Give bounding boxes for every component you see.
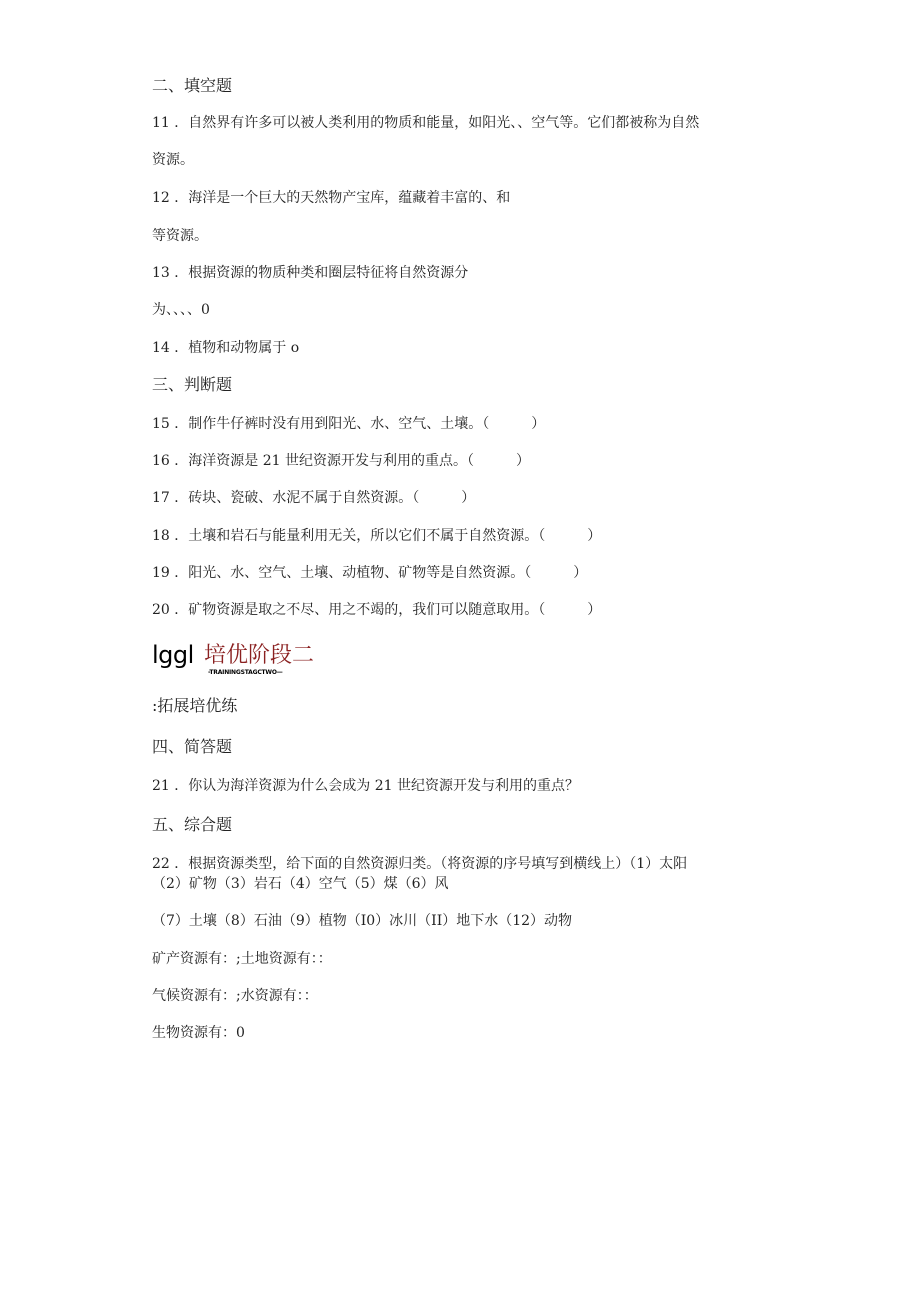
question-11-line-1: 11 ．自然界有许多可以被人类利用的物质和能量，如阳光、、空气等。它们都被称为自然: [152, 115, 700, 131]
question-22-mineral-land: 矿产资源有：;土地资源有：：: [152, 951, 332, 967]
banner-logo-text: lggl: [152, 641, 194, 669]
question-15: 15 ．制作牛仔裤时没有用到阳光、水、空气、土壤。（ ）: [152, 416, 546, 432]
question-12-line-2: 等资源。: [152, 228, 208, 244]
question-13-line-1: 13 ．根据资源的物质种类和圈层特征将自然资源分: [152, 265, 469, 281]
question-18: 18 ．土壤和岩石与能量利用无关，所以它们不属于自然资源。（ ）: [152, 528, 602, 544]
question-11-line-2: 资源。: [152, 152, 194, 168]
question-14: 14 ．植物和动物属于 o: [152, 340, 300, 356]
question-20: 20 ．矿物资源是取之不尽、用之不竭的，我们可以随意取用。（ ）: [152, 602, 602, 618]
question-22-line-2: （2）矿物（3）岩石（4）空气（5）煤（6）风: [152, 876, 449, 892]
question-21: 21 ．你认为海洋资源为什么会成为 21 世纪资源开发与利用的重点？: [152, 778, 579, 794]
question-22-biological: 生物资源有：0: [152, 1025, 245, 1041]
question-17: 17 ．砖块、瓷破、水泥不属于自然资源。（ ）: [152, 490, 476, 506]
extension-practice-subtitle: :拓展培优练: [152, 696, 238, 715]
question-13-line-2: 为、、、、0: [152, 302, 210, 318]
question-22-line-1: 22 ．根据资源类型，给下面的自然资源归类。（将资源的序号填写到横线上）（1）太阳: [152, 856, 688, 872]
section-5-heading: 五、综合题: [152, 815, 233, 834]
section-3-heading: 三、判断题: [152, 375, 233, 394]
question-19: 19 ．阳光、水、空气、土壤、动植物、矿物等是自然资源。（ ）: [152, 565, 588, 581]
question-12-line-1: 12 ．海洋是一个巨大的天然物产宝库，蕴藏着丰富的、和: [152, 190, 511, 206]
banner-subtitle: -TRAININGSTAGCTWO—: [208, 669, 283, 676]
question-22-climate-water: 气候资源有：;水资源有：：: [152, 988, 318, 1004]
question-22-line-3: （7）土壤（8）石油（9）植物（I0）冰川（II）地下水（12）动物: [152, 913, 573, 929]
section-2-heading: 二、填空题: [152, 76, 233, 95]
question-16: 16 ．海洋资源是 21 世纪资源开发与利用的重点。（ ）: [152, 453, 530, 469]
section-4-heading: 四、简答题: [152, 737, 233, 756]
banner-title: 培优阶段二: [204, 643, 315, 668]
